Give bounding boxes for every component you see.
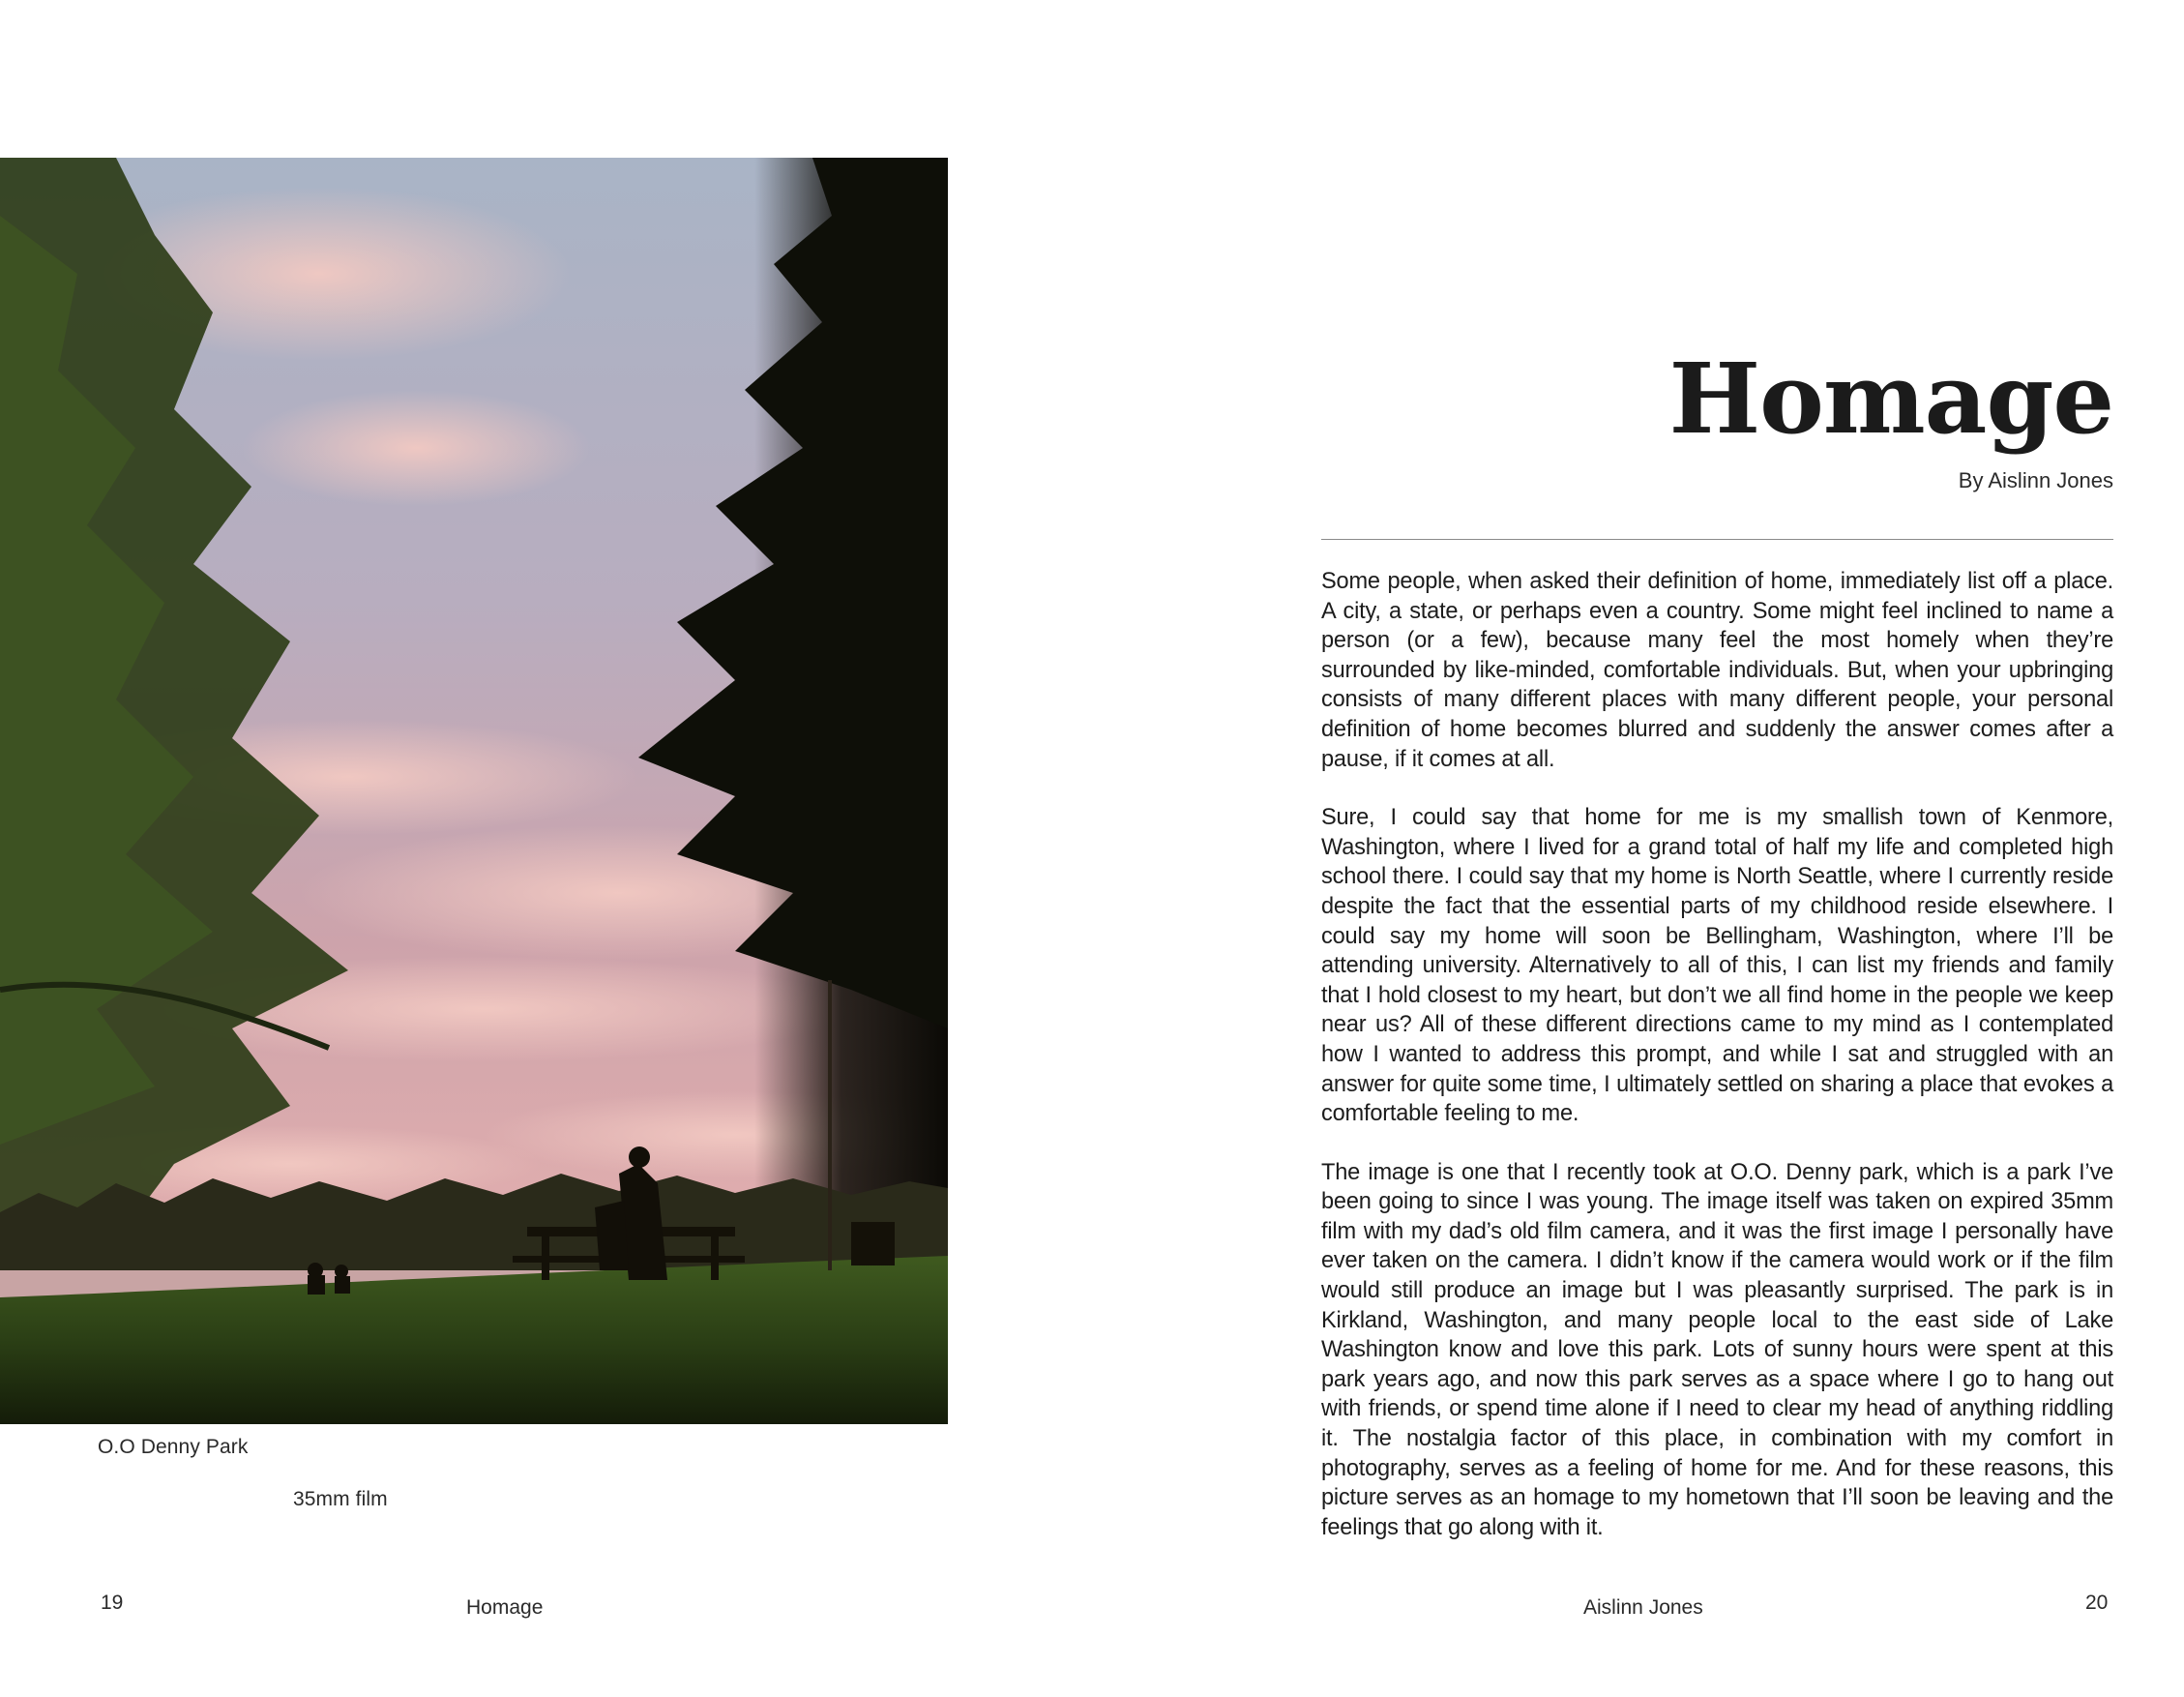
article-title: Homage bbox=[1668, 342, 2113, 456]
page-number-left: 19 bbox=[101, 1592, 124, 1614]
running-footer-title: Homage bbox=[466, 1596, 544, 1619]
title-divider bbox=[1321, 539, 2113, 540]
page-number-right: 20 bbox=[2085, 1592, 2109, 1614]
article-paragraph-2: Sure, I could say that home for me is my smallish town of Kenmore, Washington, where I lived for a grand total of half my life and completed high school there. I could say that my home is North Seattle, where I currently reside despite the fact that the essential parts of my childhood reside elsewhere. I could say my home will soon be Bellingham, Washington, where I’ll be attending university. Alternatively to all of this, I can list my friends and family that I hold closest to my heart, but don’t we all find home in the people we keep near us? All of these different directions came to my mind as I contemplated how I wanted to address this prompt, and while I sat and struggled with an answer for quite some time, I ultimately settled on sharing a place that evokes a comfortable feeling to me. bbox=[1321, 805, 2113, 1127]
article-paragraph-1: Some people, when asked their definition of home, immediately list off a place. A city, a state, or perhaps even a country. Some might feel inclined to name a person (or a few), because many feel the most homely when they’re surrounded by like-minded, comfortable individuals. But, when your upbringing consists of many different places with many different people, your personal definition of home becomes blurred and suddenly the answer comes after a pause, if it comes at all. bbox=[1321, 569, 2113, 772]
article-byline: By Aislinn Jones bbox=[1958, 468, 2113, 492]
park-photo-illustration bbox=[0, 158, 948, 1424]
article-body bbox=[1321, 567, 2113, 1571]
running-footer-author: Aislinn Jones bbox=[1583, 1596, 1703, 1619]
article-paragraph-3: The image is one that I recently took at O.O. Denny park, which is a park I’ve been going to since I was young. The image itself was taken on expired 35mm film with my dad’s old film camera, and it was the first image I personally have ever taken on the camera. I didn’t know if the camera would work or if the film would still produce an image but I was pleasantly surprised. The park is in Kirkland, Washington, and many people local to the east side of Lake Washington know and love this park. Lots of sunny hours were spent at this park years ago, and now this park serves as a space where I go to hang out with friends, or spend time alone if I need to clear my head of anything riddling it. The nostalgia factor of this place, in combination with my comfort in photography, serves as a feeling of home for me. And for these reasons, this picture serves as an homage to my hometown that I’ll soon be leaving and the feelings that go along with it. bbox=[1321, 1159, 2113, 1540]
photo-caption-film: 35mm film bbox=[293, 1488, 388, 1510]
photo-caption-location: O.O Denny Park bbox=[98, 1436, 249, 1458]
park-photo bbox=[0, 158, 948, 1424]
